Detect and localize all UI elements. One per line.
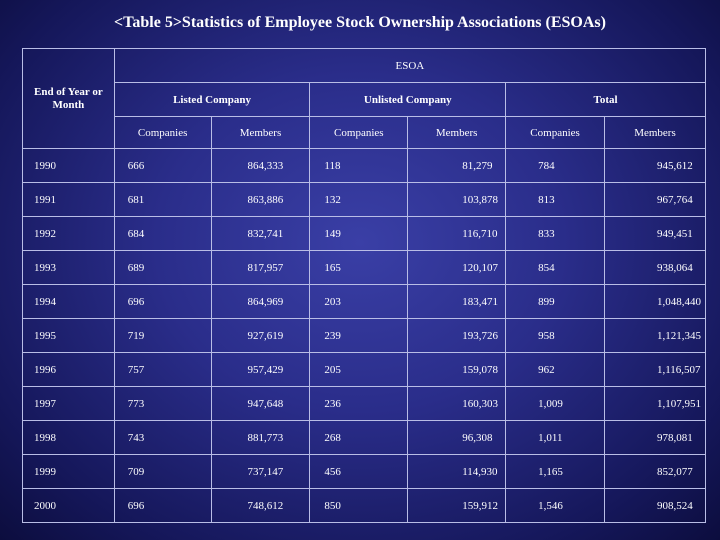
total-members-cell: 1,048,440: [604, 285, 705, 319]
year-cell: 1997: [23, 387, 115, 421]
total-members-cell: 978,081: [604, 421, 705, 455]
table-row: [23, 489, 706, 523]
unlisted-companies-col-header: Companies: [310, 117, 408, 149]
year-cell: 1990: [23, 149, 115, 183]
year-cell: 1993: [23, 251, 115, 285]
unlisted-members-col-header: Members: [408, 117, 506, 149]
year-cell: 1995: [23, 319, 115, 353]
unlisted-companies-cell: 456: [310, 455, 408, 489]
total-companies-cell: 1,011: [506, 421, 605, 455]
total-companies-col-header: Companies: [506, 117, 605, 149]
unlisted-members-cell: 159,912: [408, 489, 506, 523]
total-companies-cell: 1,546: [506, 489, 605, 523]
total-members-cell: 852,077: [604, 455, 705, 489]
unlisted-companies-cell: 149: [310, 217, 408, 251]
total-companies-cell: 784: [506, 149, 605, 183]
unlisted-members-cell: 116,710: [408, 217, 506, 251]
unlisted-members-cell: 114,930: [408, 455, 506, 489]
total-companies-cell: 958: [506, 319, 605, 353]
listed-companies-cell: 684: [114, 217, 211, 251]
total-companies-cell: 899: [506, 285, 605, 319]
table-row: [23, 455, 706, 489]
table-row: [23, 149, 706, 183]
unlisted-members-cell: 159,078: [408, 353, 506, 387]
table-row: [23, 387, 706, 421]
table-row: [23, 421, 706, 455]
listed-companies-cell: 666: [114, 149, 211, 183]
total-members-cell: 1,121,345: [604, 319, 705, 353]
unlisted-companies-cell: 203: [310, 285, 408, 319]
unlisted-members-cell: 160,303: [408, 387, 506, 421]
listed-companies-cell: 743: [114, 421, 211, 455]
listed-companies-cell: 757: [114, 353, 211, 387]
listed-company-header: Listed Company: [114, 83, 310, 117]
unlisted-members-cell: 183,471: [408, 285, 506, 319]
unlisted-companies-cell: 850: [310, 489, 408, 523]
table-row: [23, 353, 706, 387]
table-row: [23, 285, 706, 319]
listed-members-cell: 957,429: [211, 353, 310, 387]
unlisted-members-cell: 193,726: [408, 319, 506, 353]
listed-members-cell: 881,773: [211, 421, 310, 455]
listed-companies-col-header: Companies: [114, 117, 211, 149]
listed-members-cell: 832,741: [211, 217, 310, 251]
listed-members-cell: 748,612: [211, 489, 310, 523]
table-row: [23, 183, 706, 217]
listed-companies-cell: 773: [114, 387, 211, 421]
listed-companies-cell: 696: [114, 285, 211, 319]
listed-companies-cell: 719: [114, 319, 211, 353]
total-companies-cell: 833: [506, 217, 605, 251]
unlisted-companies-cell: 205: [310, 353, 408, 387]
listed-companies-cell: 681: [114, 183, 211, 217]
year-cell: 1992: [23, 217, 115, 251]
unlisted-companies-cell: 165: [310, 251, 408, 285]
total-members-cell: 1,116,507: [604, 353, 705, 387]
unlisted-members-cell: 120,107: [408, 251, 506, 285]
total-companies-cell: 1,009: [506, 387, 605, 421]
esoa-statistics-table: [22, 48, 706, 523]
table-row: [23, 319, 706, 353]
total-members-cell: 949,451: [604, 217, 705, 251]
listed-members-cell: 864,333: [211, 149, 310, 183]
total-members-col-header: Members: [604, 117, 705, 149]
year-cell: 1994: [23, 285, 115, 319]
table-row: [23, 251, 706, 285]
unlisted-companies-cell: 132: [310, 183, 408, 217]
unlisted-company-header: Unlisted Company: [310, 83, 506, 117]
total-companies-cell: 962: [506, 353, 605, 387]
total-header: Total: [506, 83, 706, 117]
table-row: [23, 217, 706, 251]
year-cell: 2000: [23, 489, 115, 523]
listed-companies-cell: 689: [114, 251, 211, 285]
total-companies-cell: 854: [506, 251, 605, 285]
unlisted-companies-cell: 236: [310, 387, 408, 421]
year-cell: 1998: [23, 421, 115, 455]
listed-companies-cell: 696: [114, 489, 211, 523]
unlisted-companies-cell: 268: [310, 421, 408, 455]
listed-members-cell: 864,969: [211, 285, 310, 319]
listed-members-col-header: Members: [211, 117, 310, 149]
unlisted-members-cell: 96,308: [408, 421, 506, 455]
year-cell: 1999: [23, 455, 115, 489]
total-members-cell: 908,524: [604, 489, 705, 523]
unlisted-members-cell: 81,279: [408, 149, 506, 183]
total-members-cell: 945,612: [604, 149, 705, 183]
listed-members-cell: 863,886: [211, 183, 310, 217]
listed-members-cell: 817,957: [211, 251, 310, 285]
total-companies-cell: 813: [506, 183, 605, 217]
listed-members-cell: 947,648: [211, 387, 310, 421]
year-cell: 1991: [23, 183, 115, 217]
total-members-cell: 938,064: [604, 251, 705, 285]
page-title: <Table 5>Statistics of Employee Stock Ownership Associations (ESOAs): [114, 14, 606, 31]
year-header-cell: [23, 49, 115, 149]
total-members-cell: 1,107,951: [604, 387, 705, 421]
year-header: End of Year or Month: [33, 85, 103, 111]
esoa-header: ESOA: [114, 49, 705, 83]
unlisted-members-cell: 103,878: [408, 183, 506, 217]
unlisted-companies-cell: 239: [310, 319, 408, 353]
listed-members-cell: 927,619: [211, 319, 310, 353]
total-members-cell: 967,764: [604, 183, 705, 217]
listed-companies-cell: 709: [114, 455, 211, 489]
unlisted-companies-cell: 118: [310, 149, 408, 183]
listed-members-cell: 737,147: [211, 455, 310, 489]
total-companies-cell: 1,165: [506, 455, 605, 489]
year-cell: 1996: [23, 353, 115, 387]
